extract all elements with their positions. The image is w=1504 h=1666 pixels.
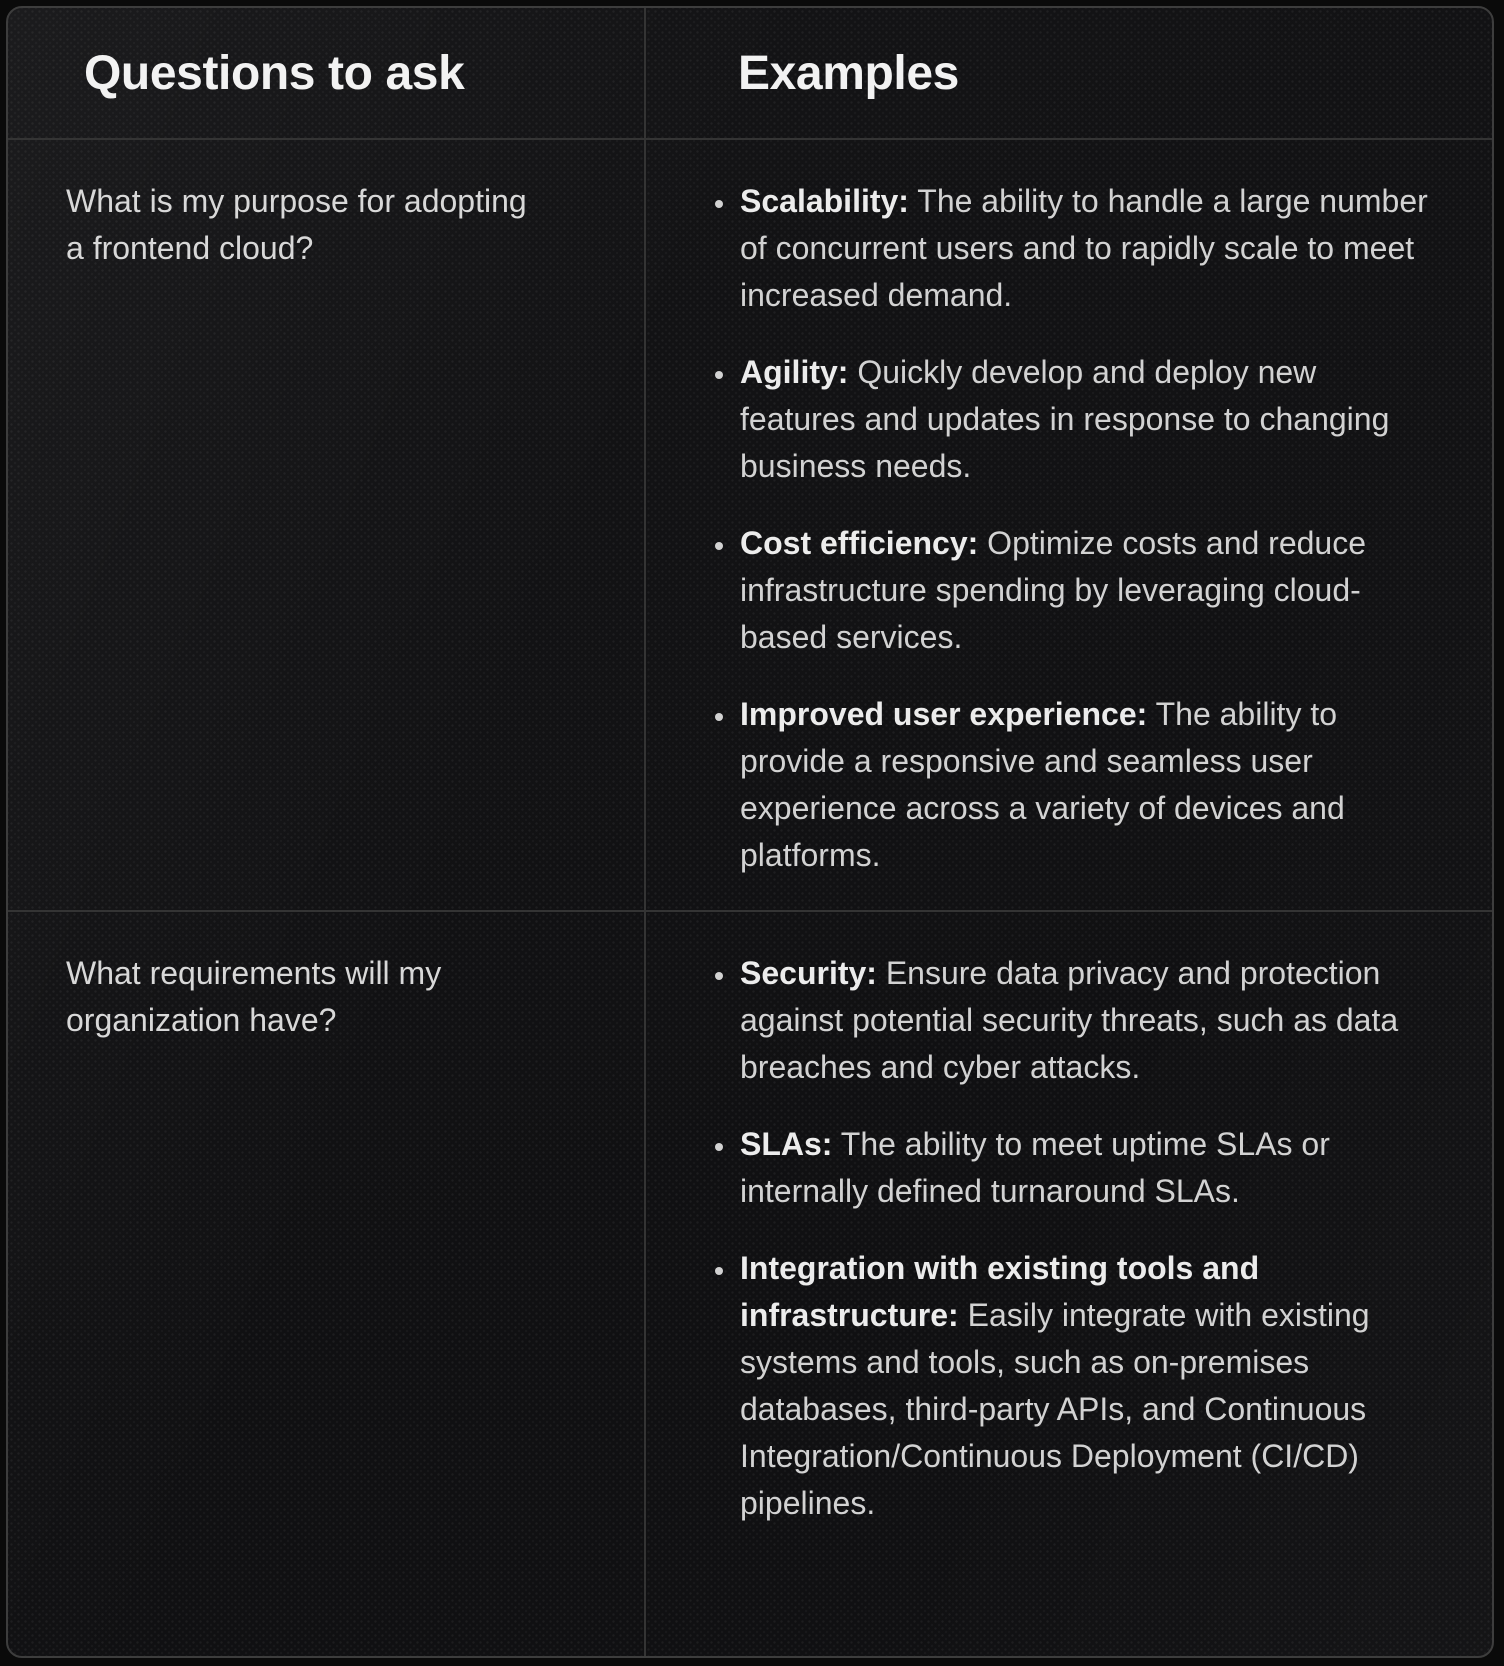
example-item-cost-efficiency	[738, 520, 1436, 661]
question-cell-requirements	[8, 910, 644, 1656]
example-label: Scalability:	[740, 183, 909, 219]
example-label: Security:	[740, 955, 877, 991]
example-label: Agility:	[740, 354, 849, 390]
example-text: The ability to handle a large number of concurrent users and to rapidly scale to meet increased demand.	[740, 183, 1428, 313]
example-item-security	[738, 950, 1436, 1091]
question-cell-purpose	[8, 138, 644, 910]
column-header-questions	[8, 8, 644, 138]
example-text: Easily integrate with existing systems and tools, such as on-premises databases, third-party APIs, and Continuous Integration/Continuous Deployment (CI/CD) pipelines.	[740, 1297, 1370, 1521]
example-label: SLAs:	[740, 1126, 833, 1162]
example-item-integration	[738, 1245, 1436, 1527]
question-text: What requirements will my organization have?	[66, 955, 442, 1038]
example-item-agility	[738, 349, 1436, 490]
examples-cell-requirements	[644, 910, 1492, 1656]
example-item-slas	[738, 1121, 1436, 1215]
example-text: The ability to meet uptime SLAs or internally defined turnaround SLAs.	[740, 1126, 1330, 1209]
examples-list	[646, 950, 1436, 1527]
example-text: Optimize costs and reduce infrastructure spending by leveraging cloud-based services.	[740, 525, 1367, 655]
example-label: Improved user experience:	[740, 696, 1148, 732]
example-text: Quickly develop and deploy new features and updates in response to changing business needs.	[740, 354, 1390, 484]
example-label: Integration with existing tools and infrastructure:	[740, 1250, 1260, 1333]
example-text: Ensure data privacy and protection against potential security threats, such as data breaches and cyber attacks.	[740, 955, 1399, 1085]
question-text: What is my purpose for adopting a frontend cloud?	[66, 183, 527, 266]
example-text: The ability to provide a responsive and seamless user experience across a variety of devices and platforms.	[740, 696, 1345, 873]
column-header-examples-label: Examples	[738, 46, 959, 100]
questions-examples-table	[6, 6, 1494, 1658]
example-label: Cost efficiency:	[740, 525, 979, 561]
example-item-scalability	[738, 178, 1436, 319]
example-item-improved-user-experience	[738, 691, 1436, 879]
examples-cell-purpose	[644, 138, 1492, 910]
examples-list	[646, 178, 1436, 879]
column-header-examples	[644, 8, 1492, 138]
column-header-questions-label: Questions to ask	[84, 46, 465, 100]
